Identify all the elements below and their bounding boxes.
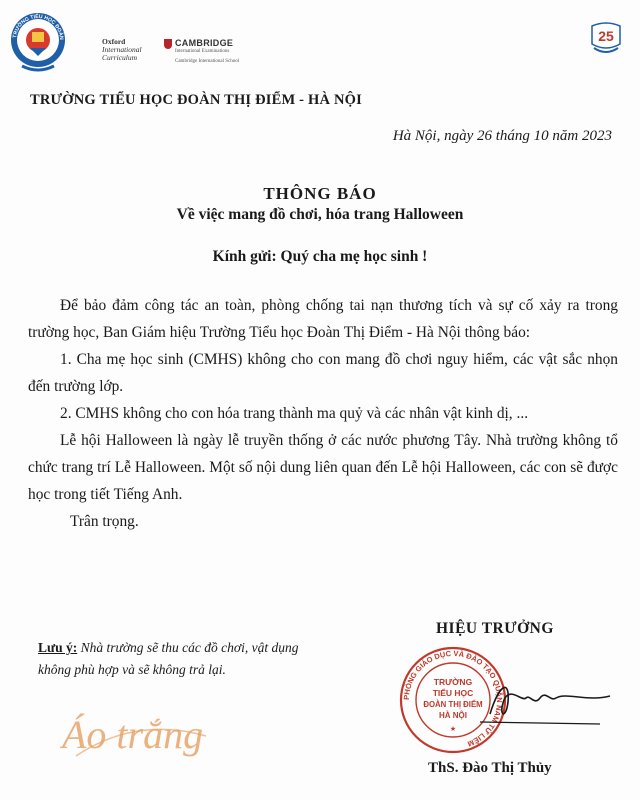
school-name: TRƯỜNG TIỂU HỌC ĐOÀN THỊ ĐIỂM - HÀ NỘI [30, 92, 363, 108]
cambridge-sub-2: Cambridge International School [175, 58, 240, 64]
school-logo [8, 8, 68, 78]
paragraph-halloween: Lễ hội Halloween là ngày lễ truyền thống ở các nước phương Tây. Nhà trường không tổ chức trang trí Lễ Halloween. Một số nội dung liên quan đến Lễ hội Halloween, các con sẽ được học trong tiết Tiếng Anh. [28, 432, 618, 503]
greeting: Kính gửi: Quý cha mẹ học sinh ! [212, 248, 428, 265]
note [38, 637, 328, 681]
paragraph-item-1: 1. Cha mẹ học sinh (CMHS) không cho con mang đồ chơi nguy hiểm, các vật sắc nhọn đến trường lớp. [28, 351, 618, 395]
anniversary-25-logo [586, 18, 626, 58]
cambridge-shield-icon [164, 39, 172, 49]
school-logo-ring-text: TRƯỜNG TIỂU HỌC ĐOÀN [12, 13, 65, 41]
stamp-line-1: TRƯỜNG [433, 677, 473, 687]
stamp-star-icon: ★ [449, 725, 457, 733]
document-subtitle: Về việc mang đồ chơi, hóa trang Halloween [176, 206, 464, 223]
sign-off: Trân trọng. [70, 513, 139, 530]
document-body [28, 292, 618, 535]
watermark-text: Áo trắng [62, 712, 204, 757]
cambridge-name: CAMBRIDGE [175, 38, 234, 48]
paragraph-intro: Để bảo đảm công tác an toàn, phòng chống tai nạn thương tích và sự cố xảy ra trong trường học, Ban Giám hiệu Trường Tiểu học Đoàn Thị Điểm - Hà Nội thông báo: [28, 297, 618, 341]
stamp-line-4: HÀ NỘI [439, 711, 467, 720]
signature [470, 672, 620, 732]
oxford-line-3: Curriculum [102, 53, 138, 62]
principal-name: ThS. Đào Thị Thủy [428, 760, 552, 776]
oxford-logo [102, 38, 162, 62]
ao-trang-watermark [56, 686, 256, 776]
oxford-line-2: International [102, 45, 142, 54]
date-line: Hà Nội, ngày 26 tháng 10 năm 2023 [392, 128, 612, 144]
stamp-ring-text: PHÒNG GIÁO DỤC VÀ ĐÀO TẠO QUẬN NAM TỪ LIÊM [401, 648, 505, 749]
cambridge-sub-1: International Examinations [175, 48, 230, 54]
paragraph-item-2: 2. CMHS không cho con hóa trang thành ma quỷ và các nhân vật kinh dị, ... [60, 405, 529, 422]
anniversary-number: 25 [598, 28, 614, 44]
cambridge-logo [164, 38, 239, 65]
oxford-line-1: Oxford [102, 37, 126, 46]
stamp-line-2: TIỂU HỌC [432, 688, 474, 698]
stamp-line-3: ĐOÀN THỊ ĐIỂM [423, 700, 483, 709]
note-label: Lưu ý: [38, 640, 78, 655]
document-title: THÔNG BÁO [263, 184, 377, 203]
principal-title: HIỆU TRƯỞNG [436, 620, 554, 637]
note-text: Nhà trường sẽ thu các đồ chơi, vật dụng không phù hợp và sẽ không trả lại. [38, 640, 299, 677]
